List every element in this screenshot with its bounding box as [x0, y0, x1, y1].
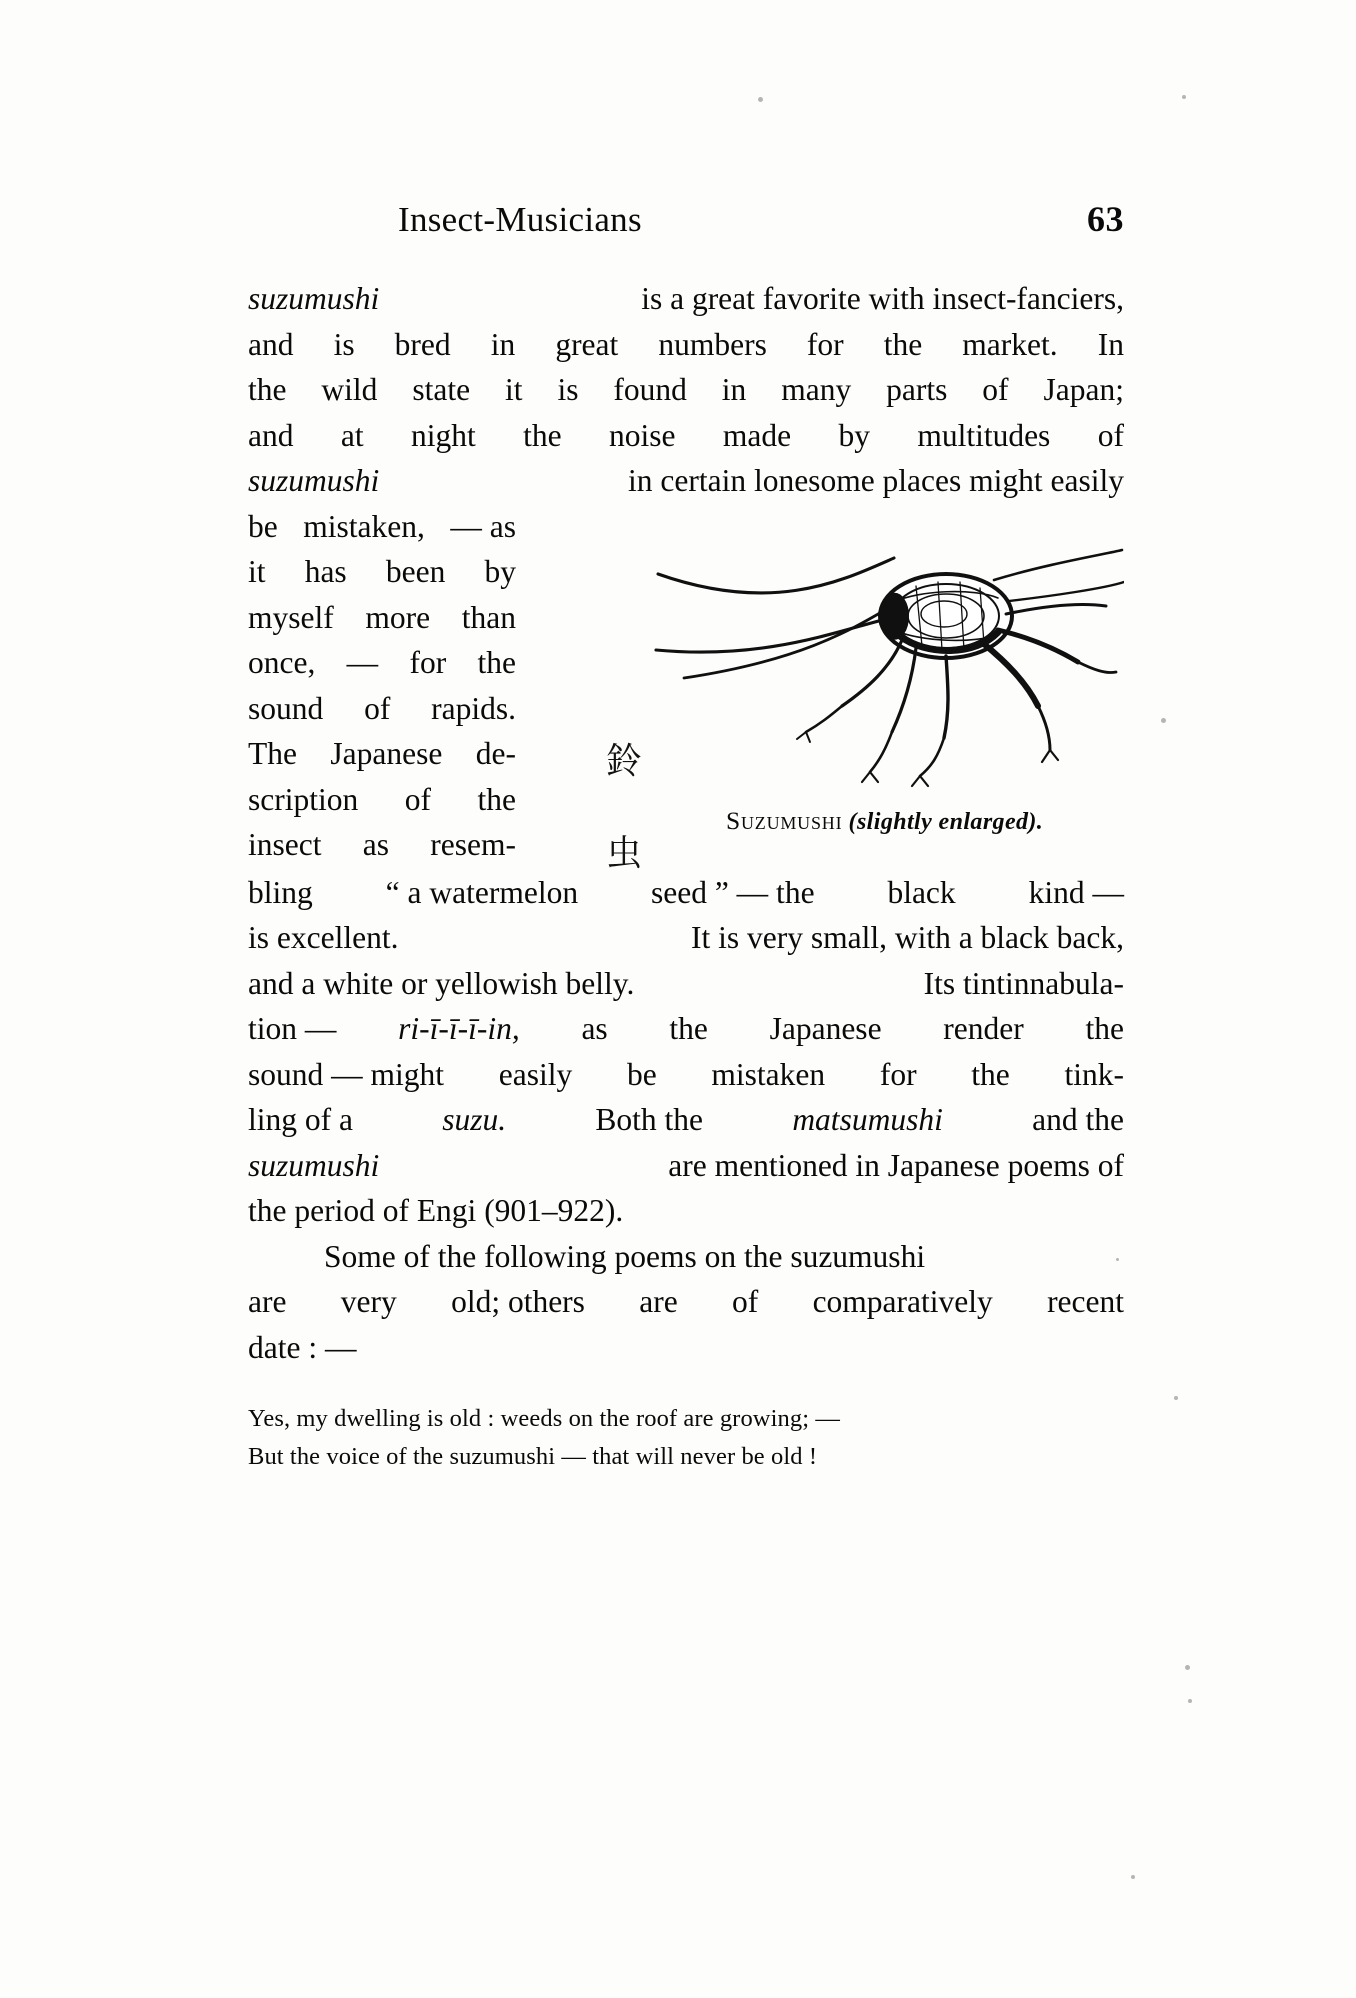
word: and a white or yellowish belly. [248, 965, 635, 1001]
word: It is very small, with a black back, [690, 920, 1124, 955]
word: easily [498, 1056, 573, 1092]
word: once, [248, 645, 316, 680]
scan-speck [1185, 1665, 1190, 1670]
word: In [1097, 326, 1124, 362]
page-title: Insect-Musicians [398, 200, 642, 239]
word: of [364, 690, 391, 726]
word: noise [608, 417, 676, 453]
word: are [248, 1284, 287, 1319]
word: as [581, 1011, 608, 1046]
word: Japanese [769, 1011, 882, 1046]
word: be [626, 1056, 657, 1092]
word: and [248, 417, 294, 453]
line-text: is a great favorite with insect-fanciers, [641, 281, 1124, 316]
text-line [248, 686, 516, 732]
word: and the [1032, 1102, 1124, 1137]
term-suzu: suzu. [442, 1102, 507, 1137]
word: bling [248, 874, 313, 910]
paragraph-opening [248, 276, 1124, 504]
term-suzumushi: suzumushi [248, 281, 380, 316]
word: of [1097, 417, 1124, 453]
word: Japanese [330, 736, 443, 771]
text-line [248, 731, 516, 777]
word: old; others [451, 1284, 585, 1319]
word: de- [475, 736, 516, 771]
text-line [248, 595, 516, 641]
word: the [477, 781, 516, 817]
word: of [404, 781, 431, 817]
word: mistaken [711, 1056, 826, 1092]
word: kind — [1028, 874, 1124, 910]
text-line [248, 413, 1124, 459]
word: as [362, 827, 390, 862]
scan-speck [1174, 1396, 1178, 1400]
kanji-column [600, 716, 648, 900]
word: market. [962, 326, 1058, 362]
word: parts [886, 372, 948, 407]
word: are [639, 1284, 678, 1319]
poem-line: Yes, my dwelling is old : weeds on the roof are growing; — [248, 1405, 840, 1432]
text-line [248, 1188, 1124, 1234]
word: — [346, 645, 379, 680]
word: “ a watermelon [385, 874, 579, 910]
word: Japan; [1043, 372, 1124, 407]
suzumushi-figure [605, 510, 1124, 874]
word: the [669, 1011, 708, 1046]
text-line [248, 276, 1124, 322]
line-text: in certain lonesome places might easily [628, 463, 1124, 498]
page-content [248, 198, 1124, 1476]
word: numbers [658, 326, 767, 362]
word: sound — might [248, 1056, 445, 1092]
word: the [523, 417, 562, 453]
suzumushi-cricket-illustration [654, 510, 1124, 810]
text-line [248, 504, 516, 550]
text-line [248, 1325, 1124, 1371]
term-suzumushi: suzumushi [248, 463, 380, 498]
scan-speck [1131, 1875, 1135, 1879]
term-suzumushi: suzumushi [248, 1147, 380, 1183]
word: bred [394, 326, 451, 362]
scan-speck [758, 97, 763, 102]
narrow-column [248, 504, 516, 868]
word: at [340, 417, 364, 453]
word: recent [1047, 1284, 1124, 1319]
word: by [838, 417, 870, 453]
running-head [248, 198, 1124, 240]
word: Both the [595, 1102, 704, 1137]
text-line [248, 1279, 1124, 1325]
kanji-suzu: 鈴 [605, 740, 642, 782]
line-text: the period of Engi (901–922). [248, 1193, 624, 1228]
paragraph-poems-intro [248, 1234, 1124, 1371]
text-line [248, 1097, 1124, 1143]
word: tion — [248, 1011, 337, 1046]
word: multitudes [917, 417, 1051, 453]
word: seed ” — the [650, 874, 815, 910]
word: many [781, 372, 852, 407]
word: — as [450, 508, 516, 544]
word: very [340, 1284, 397, 1319]
word: the [1085, 1011, 1124, 1046]
word: the [477, 645, 516, 680]
word: found [613, 372, 687, 407]
word: resem- [430, 827, 516, 862]
word: of [982, 372, 1009, 407]
word: in [721, 372, 747, 407]
word: is [333, 326, 355, 362]
term-matsumushi: matsumushi [792, 1102, 943, 1137]
word: be [248, 508, 278, 544]
word: it [505, 372, 523, 407]
word: the [883, 326, 923, 362]
paragraph-continued [248, 870, 1124, 1234]
line-text: are mentioned in Japanese poems of [668, 1147, 1124, 1183]
term-riiiin: ri-ī-ī-ī-in, [398, 1011, 520, 1046]
scan-speck [1188, 1699, 1192, 1703]
word: insect [248, 827, 322, 862]
word: than [461, 599, 516, 635]
text-line [248, 1234, 1124, 1280]
word: great [555, 326, 619, 362]
text-line [248, 822, 516, 868]
word: ling of a [248, 1102, 353, 1137]
word: wild [321, 372, 378, 407]
word: comparatively [812, 1284, 993, 1319]
text-line [248, 458, 1124, 504]
text-line [248, 1052, 1124, 1098]
word: Its tintinnabula- [923, 965, 1124, 1001]
text-line [248, 915, 1124, 961]
word: in [490, 326, 516, 362]
word: black [887, 874, 956, 910]
word: it [248, 554, 266, 589]
scan-speck [1161, 718, 1166, 723]
word: made [722, 417, 792, 453]
word: the [971, 1056, 1010, 1092]
text-line [248, 549, 516, 595]
text-line [248, 1006, 1124, 1052]
word: rapids. [431, 690, 516, 726]
text-line [248, 367, 1124, 413]
text-line [248, 777, 516, 823]
word: the [248, 372, 287, 407]
word: tink- [1064, 1056, 1124, 1092]
word: for [806, 326, 844, 362]
poem-block [248, 1400, 1124, 1476]
text-line [248, 1143, 1124, 1189]
kanji-mushi: 虫 [605, 832, 642, 874]
word: been [385, 554, 446, 589]
caption-note: (slightly enlarged). [848, 808, 1044, 835]
word: myself [248, 599, 334, 635]
figure-caption [654, 806, 1124, 836]
word: has [304, 554, 347, 589]
word: is [557, 372, 579, 407]
word: is excellent. [248, 920, 399, 955]
word: state [412, 372, 471, 407]
word: for [879, 1056, 917, 1092]
word: of [732, 1284, 759, 1319]
line-text: Some of the following poems on the suzumushi [324, 1238, 926, 1274]
word: mistaken, [303, 508, 425, 544]
caption-name: Suzumushi [726, 805, 843, 835]
poem-line: But the voice of the suzumushi — that will never be old ! [248, 1443, 818, 1470]
word: for [409, 645, 447, 680]
text-line [248, 961, 1124, 1007]
text-line [248, 322, 1124, 368]
word: render [943, 1011, 1024, 1046]
word: sound [248, 690, 324, 726]
word: scription [248, 781, 359, 817]
word: more [365, 599, 431, 635]
word: The [248, 736, 297, 771]
line-text: date : — [248, 1329, 357, 1365]
word: by [484, 554, 516, 589]
scan-speck [1182, 95, 1186, 99]
text-line [248, 640, 516, 686]
word: night [410, 417, 476, 453]
text-line [248, 870, 1124, 916]
page-number: 63 [1087, 199, 1124, 239]
word: and [248, 326, 294, 362]
